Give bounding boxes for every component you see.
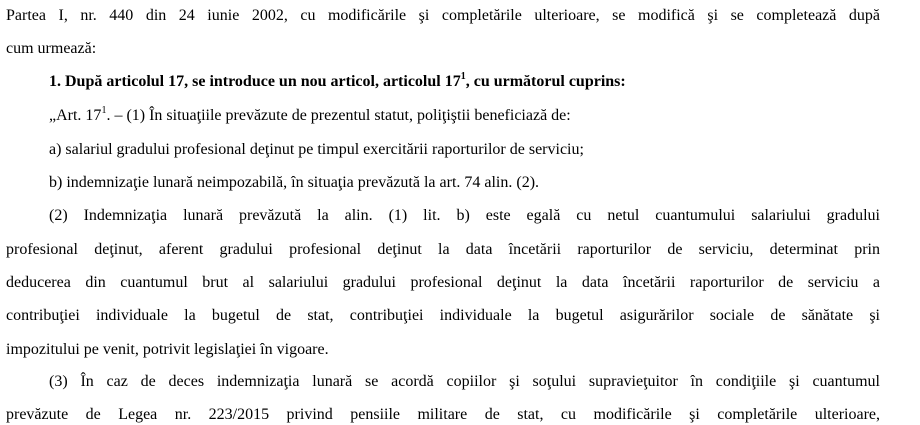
point-1-text: 1. După articolul 17, se introduce un nou articol, articolul 17 bbox=[49, 73, 461, 90]
intro-line-2: cum urmează: bbox=[6, 40, 97, 57]
item-a: a) salariul gradului profesional deţinut pe timpul exercitării raporturilor de serviciu; bbox=[49, 141, 584, 158]
para-2-line-4: contribuţiei individuale la bugetul de stat, contribuţiei individuale la bugetul asigurărilor sociale de sănătate şi bbox=[6, 307, 880, 324]
article-para-1: . – (1) În situaţiile prevăzute de prezentul statut, poliţiştii beneficiază de: bbox=[106, 107, 571, 124]
article-superscript: 1 bbox=[101, 104, 107, 116]
para-2-line-3: deducerea din cuantumul brut al salariului gradului profesional deţinut la data încetării raporturilor de serviciu a bbox=[6, 274, 880, 291]
point-1-superscript: 1 bbox=[460, 70, 466, 82]
article-17-1-heading bbox=[49, 106, 571, 126]
para-2-line-2: profesional deţinut, aferent gradului profesional deţinut la data încetării raporturilor de serviciu, determinat prin bbox=[6, 241, 880, 258]
intro-line-1: Partea I, nr. 440 din 24 iunie 2002, cu modificările şi completările ulterioare, se modifică şi se completează după bbox=[6, 7, 880, 24]
para-2-line-5: impozitului pe venit, potrivit legislaţiei în vigoare. bbox=[6, 341, 329, 358]
para-3-line-1: (3) În caz de deces indemnizaţia lunară se acordă copiilor şi soţului supravieţuitor în condiţiile şi cuantumul bbox=[49, 373, 880, 390]
para-3-line-2: prevăzute de Legea nr. 223/2015 privind pensiile militare de stat, cu modificările şi completările ulterioare, bbox=[6, 406, 880, 423]
para-2-line-1: (2) Indemnizaţia lunară prevăzută la alin. (1) lit. b) este egală cu netul cuantumului salariului gradului bbox=[49, 207, 880, 224]
point-1-heading bbox=[49, 72, 626, 92]
point-1-text-end: , cu următorul cuprins: bbox=[465, 73, 626, 90]
item-b: b) indemnizaţie lunară neimpozabilă, în situaţia prevăzută la art. 74 alin. (2). bbox=[49, 174, 540, 191]
article-label: „Art. 17 bbox=[49, 107, 102, 124]
